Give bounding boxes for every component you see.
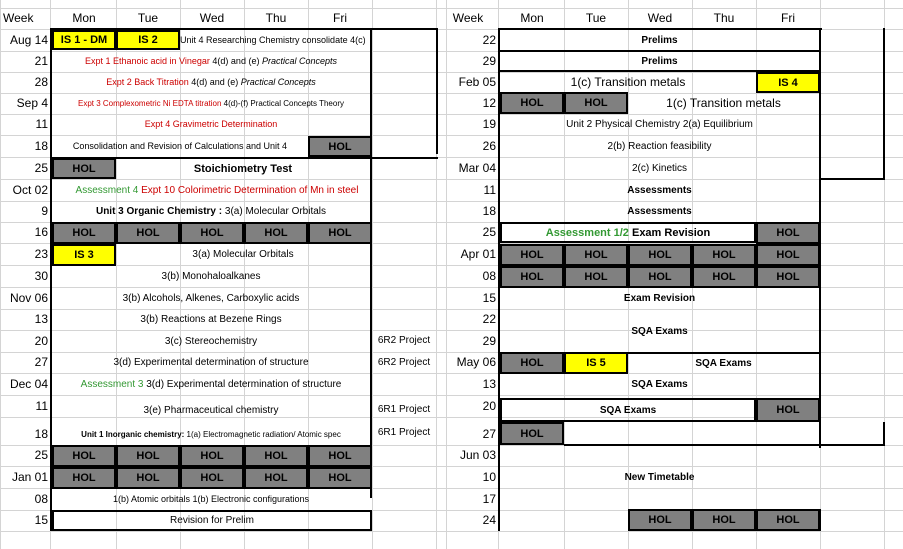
left-week-label: 13 xyxy=(34,312,48,326)
left-r4-black: 4(d)-(f) Practical Concepts Theory xyxy=(221,98,344,108)
left-r21-hol-wed[interactable]: HOL xyxy=(180,467,244,489)
right-week-label: 22 xyxy=(482,312,496,326)
left-r20-hol-tue[interactable]: HOL xyxy=(116,445,180,467)
right-r18-hol-fri[interactable]: HOL xyxy=(756,398,820,422)
right-r10-green: Assessment 1/2 xyxy=(545,226,629,239)
right-frame-right xyxy=(883,28,885,178)
right-week-label: 24 xyxy=(482,513,496,527)
left-r3-italic: Practical Concepts xyxy=(240,77,316,87)
right-r10-hol-fri[interactable]: HOL xyxy=(756,222,820,244)
left-r5-text[interactable]: Expt 4 Gravimetric Determination xyxy=(144,119,278,129)
left-week-label: 21 xyxy=(34,54,48,68)
left-week-label: 20 xyxy=(34,334,48,348)
left-week-label: Dec 04 xyxy=(9,377,48,391)
right-r3-text[interactable]: 1(c) Transition metals xyxy=(570,75,686,89)
right-r9-text[interactable]: Assessments xyxy=(627,205,692,217)
left-r19-note[interactable]: 6R1 Project xyxy=(377,427,431,438)
left-r3-text[interactable] xyxy=(52,72,370,92)
left-r8-green: Assessment 4 xyxy=(75,184,142,196)
right-week-label: 25 xyxy=(482,225,496,239)
right-r23-hol-wed[interactable]: HOL xyxy=(628,509,692,531)
left-r9-text[interactable] xyxy=(52,201,370,221)
left-header-thu: Thu xyxy=(265,11,287,25)
left-r2-black: 4(d) and (e) xyxy=(209,56,262,66)
right-r4-text[interactable]: 1(c) Transition metals xyxy=(666,96,781,110)
left-r9-rest: 3(a) Molecular Orbitals xyxy=(222,205,327,217)
right-header-week: Week xyxy=(452,11,484,25)
right-week-label: May 06 xyxy=(456,355,496,369)
left-r21-hol-mon[interactable]: HOL xyxy=(52,467,116,489)
right-r1-text[interactable]: Prelims xyxy=(641,34,678,46)
right-r8-text[interactable]: Assessments xyxy=(627,184,692,196)
right-header-mon: Mon xyxy=(520,11,544,25)
left-header-week: Week xyxy=(3,11,34,25)
left-r10-hol-mon[interactable]: HOL xyxy=(52,222,116,244)
right-r4-hol-mon[interactable]: HOL xyxy=(500,92,564,114)
right-r7-border xyxy=(819,178,885,180)
left-r2-italic: Practical Concepts xyxy=(261,56,337,66)
left-week-label: 28 xyxy=(34,75,48,89)
left-week-label: 27 xyxy=(34,355,48,369)
right-week-label: 29 xyxy=(482,334,496,348)
is1-cell[interactable]: IS 1 - DM xyxy=(52,30,116,50)
right-r4-hol-tue[interactable]: HOL xyxy=(564,92,628,114)
left-r10-hol-fri[interactable]: HOL xyxy=(308,222,372,244)
is5-cell[interactable]: IS 5 xyxy=(564,352,628,374)
left-header-mon: Mon xyxy=(72,11,96,25)
left-week-label: 15 xyxy=(34,513,48,527)
right-r16-text[interactable]: SQA Exams xyxy=(695,357,752,369)
right-week-label: 27 xyxy=(482,427,496,441)
left-header-wed: Wed xyxy=(199,11,225,25)
is2-cell[interactable]: IS 2 xyxy=(116,30,180,50)
left-r1-text[interactable]: Unit 4 Researching Chemistry consolidate 4(c) xyxy=(180,35,366,45)
left-week-label: 16 xyxy=(34,225,48,239)
right-r11-hol-mon[interactable]: HOL xyxy=(500,244,564,266)
right-r7-text[interactable]: 2(c) Kinetics xyxy=(631,163,687,174)
left-week-label: 18 xyxy=(34,139,48,153)
left-r20-hol-thu[interactable]: HOL xyxy=(244,445,308,467)
left-week-label: 23 xyxy=(34,247,48,261)
left-r11-text[interactable]: 3(a) Molecular Orbitals xyxy=(192,249,294,260)
right-r13-text[interactable]: Exam Revision xyxy=(623,293,696,304)
left-week-label: 18 xyxy=(34,427,48,441)
left-r23-text[interactable]: Revision for Prelim xyxy=(52,510,372,531)
left-week-label: Oct 02 xyxy=(12,183,48,197)
right-r19-hol-mon[interactable]: HOL xyxy=(500,422,564,445)
right-r16-hol-mon[interactable]: HOL xyxy=(500,352,564,374)
grid-hline xyxy=(0,531,903,532)
left-r18-text[interactable]: 3(e) Pharmaceutical chemistry xyxy=(143,404,279,416)
left-week-label: Sep 4 xyxy=(16,96,48,110)
left-r2-red: Expt 1 Ethanoic acid in Vinegar xyxy=(85,56,210,66)
right-r10-text[interactable] xyxy=(500,222,756,243)
left-r6-hol[interactable]: HOL xyxy=(308,136,372,157)
left-r12-text[interactable]: 3(b) Monohaloalkanes xyxy=(161,271,261,282)
left-r16-note[interactable]: 6R2 Project xyxy=(377,357,431,368)
right-week-label: 22 xyxy=(482,33,496,47)
right-r23-border-right xyxy=(819,509,821,531)
left-r15-note[interactable]: 6R2 Project xyxy=(377,335,431,346)
left-week-label: Nov 06 xyxy=(9,291,48,305)
right-week-label: 15 xyxy=(482,291,496,305)
right-week-label: 20 xyxy=(482,399,496,413)
right-r10-rest: Exam Revision xyxy=(628,226,711,239)
left-r16-text[interactable]: 3(d) Experimental determination of structure xyxy=(113,357,309,368)
left-r22-text[interactable]: 1(b) Atomic orbitals 1(b) Electronic configurations xyxy=(112,494,310,504)
right-week-label: 10 xyxy=(482,470,496,484)
left-r6-text[interactable]: Consolidation and Revision of Calculations and Unit 4 xyxy=(72,141,288,151)
left-header-fri: Fri xyxy=(333,11,347,25)
left-week-label: Aug 14 xyxy=(9,33,48,47)
right-r12-hol-tue[interactable]: HOL xyxy=(564,266,628,288)
right-r23-hol-thu[interactable]: HOL xyxy=(692,509,756,531)
left-header-tue: Tue xyxy=(137,11,159,25)
right-week-label: Jun 03 xyxy=(459,448,496,462)
right-header-thu: Thu xyxy=(713,11,735,25)
left-r20-hol-wed[interactable]: HOL xyxy=(180,445,244,467)
right-week-label: 29 xyxy=(482,54,496,68)
left-r8-text[interactable] xyxy=(52,180,382,200)
left-week-label: 08 xyxy=(34,492,48,506)
left-week-label: 9 xyxy=(41,204,48,218)
left-r19-bold: Unit 1 Inorganic chemistry: xyxy=(81,429,185,439)
left-r19-rest: 1(a) Electromagnetic radiation/ Atomic spec xyxy=(184,429,341,439)
right-week-label: 08 xyxy=(482,269,496,283)
right-r19-border-right xyxy=(883,422,885,446)
left-frame-right xyxy=(436,28,438,154)
left-r14-text[interactable]: 3(b) Reactions at Bezene Rings xyxy=(140,314,282,325)
left-r20-hol-fri[interactable]: HOL xyxy=(308,445,372,467)
left-r15-text[interactable]: 3(c) Stereochemistry xyxy=(164,335,258,347)
right-r17-text[interactable]: SQA Exams xyxy=(631,379,688,390)
left-r21-hol-tue[interactable]: HOL xyxy=(116,467,180,489)
left-week-label: 30 xyxy=(34,269,48,283)
right-r11-hol-thu[interactable]: HOL xyxy=(692,244,756,266)
left-r21-hol-thu[interactable]: HOL xyxy=(244,467,308,489)
right-week-label: 19 xyxy=(482,117,496,131)
right-r12-hol-mon[interactable]: HOL xyxy=(500,266,564,288)
right-week-label: 26 xyxy=(482,139,496,153)
right-header-fri: Fri xyxy=(781,11,795,25)
left-r8-red: Expt 10 Colorimetric Determination of Mn in steel xyxy=(141,184,359,196)
right-week-label: 13 xyxy=(482,377,496,391)
left-r7-hol[interactable]: HOL xyxy=(52,158,116,179)
right-header-wed: Wed xyxy=(647,11,673,25)
left-r4-text[interactable] xyxy=(52,93,370,113)
right-week-label: 18 xyxy=(482,204,496,218)
left-week-label: 25 xyxy=(34,161,48,175)
left-r17-green: Assessment 3 xyxy=(80,378,144,390)
left-r17-rest: 3(d) Experimental determination of structure xyxy=(143,378,342,390)
left-r21-hol-fri[interactable]: HOL xyxy=(308,467,372,489)
right-r6-text[interactable]: 2(b) Reaction feasibility xyxy=(607,141,712,152)
left-r17-text[interactable] xyxy=(52,374,370,394)
left-r19-text[interactable] xyxy=(52,424,370,444)
right-week-label: 12 xyxy=(482,96,496,110)
left-r10-hol-wed[interactable]: HOL xyxy=(180,222,244,244)
right-r20-text[interactable]: New Timetable xyxy=(624,471,695,483)
right-week-label: 11 xyxy=(483,183,496,197)
right-r11-hol-wed[interactable]: HOL xyxy=(628,244,692,266)
right-r23-hol-fri[interactable]: HOL xyxy=(756,509,820,531)
left-week-label: 11 xyxy=(35,117,48,131)
left-r10-hol-tue[interactable]: HOL xyxy=(116,222,180,244)
left-week-label: 25 xyxy=(34,448,48,462)
left-r3-black: 4(d) and (e) xyxy=(188,77,241,87)
right-r14-text[interactable]: SQA Exams xyxy=(631,325,688,337)
right-week-label: Mar 04 xyxy=(458,161,496,175)
right-header-tue: Tue xyxy=(585,11,607,25)
right-week-label: 17 xyxy=(482,492,496,506)
left-r10-hol-thu[interactable]: HOL xyxy=(244,222,308,244)
right-r12-hol-wed[interactable]: HOL xyxy=(628,266,692,288)
right-week-label: Feb 05 xyxy=(458,75,496,89)
left-r13-text[interactable]: 3(b) Alcohols, Alkenes, Carboxylic acids xyxy=(122,292,300,304)
left-week-label: 11 xyxy=(35,399,48,413)
right-r11-hol-fri[interactable]: HOL xyxy=(756,244,820,266)
left-r3-red: Expt 2 Back Titration xyxy=(106,77,189,87)
right-week-label: Apr 01 xyxy=(460,247,496,261)
left-r4-red: Expt 3 Complexometric Ni EDTA titration xyxy=(77,98,222,108)
right-r5-text[interactable]: Unit 2 Physical Chemistry 2(a) Equilibrium xyxy=(566,119,753,130)
right-r12-hol-thu[interactable]: HOL xyxy=(692,266,756,288)
left-week-label: Jan 01 xyxy=(11,470,48,484)
left-r2-text[interactable] xyxy=(52,51,370,71)
left-r20-hol-mon[interactable]: HOL xyxy=(52,445,116,467)
is4-cell[interactable]: IS 4 xyxy=(756,72,820,93)
left-r9-bold: Unit 3 Organic Chemistry : xyxy=(95,205,223,217)
right-r18-text[interactable]: SQA Exams xyxy=(500,398,756,422)
is3-cell[interactable]: IS 3 xyxy=(52,244,116,266)
left-r18-note[interactable]: 6R1 Project xyxy=(377,404,431,415)
right-r12-hol-fri[interactable]: HOL xyxy=(756,266,820,288)
right-r11-hol-tue[interactable]: HOL xyxy=(564,244,628,266)
right-r2-text[interactable]: Prelims xyxy=(641,56,678,67)
left-r7-text[interactable]: Stoichiometry Test xyxy=(193,162,293,175)
